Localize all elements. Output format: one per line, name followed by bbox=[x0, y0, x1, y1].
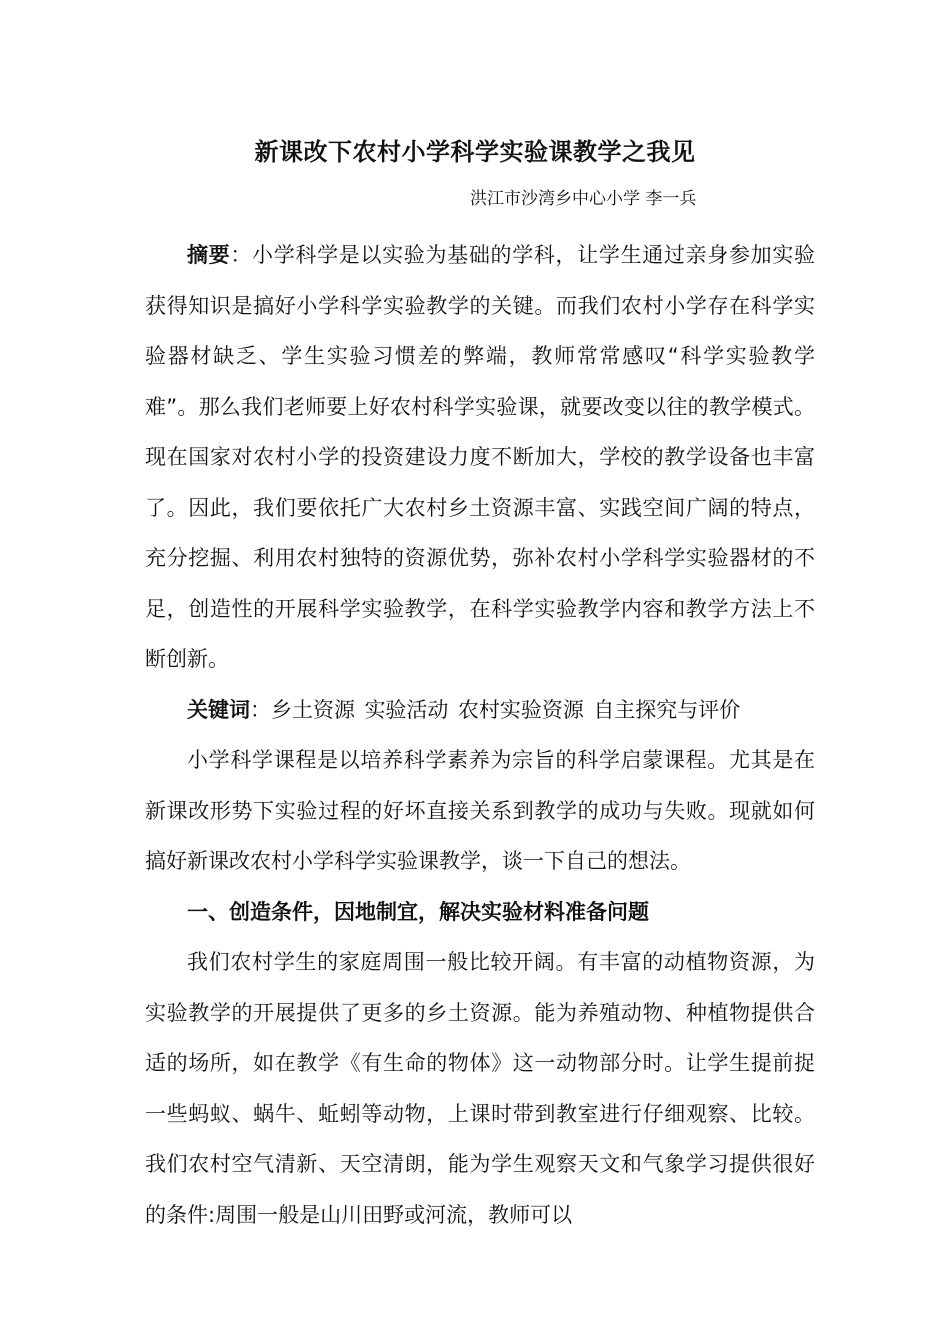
abstract-text: 小学科学是以实验为基础的学科，让学生通过亲身参加实验获得知识是搞好小学科学实验教学的关键。而我们农村小学存在科学实验器材缺乏、学生实验习惯差的弊端，教师常常感叹“科学实验教学难”。那么我们老师要上好农村科学实验课，就要改变以往的教学模式。现在国家对农村小学的投资建设力度不断加大，学校的教学设备也丰富了。因此，我们要依托广大农村乡土资源丰富、实践空间广阔的特点，充分挖掘、利用农村独特的资源优势，弥补农村小学科学实验器材的不足，创造性的开展科学实验教学，在科学实验教学内容和教学方法上不断创新。 bbox=[145, 243, 816, 671]
keyword-item: 乡土资源 bbox=[271, 697, 355, 722]
keywords-label: 关键词 bbox=[187, 697, 250, 722]
abstract-paragraph bbox=[145, 230, 815, 685]
keywords-paragraph bbox=[145, 685, 815, 736]
abstract-label: 摘要 bbox=[187, 243, 231, 267]
keyword-item: 实验活动 bbox=[364, 697, 449, 722]
document-title: 新课改下农村小学科学实验课教学之我见 bbox=[254, 138, 696, 166]
keywords-separator: ： bbox=[250, 697, 271, 722]
intro-paragraph: 小学科学课程是以培养科学素养为宗旨的科学启蒙课程。尤其是在新课改形势下实验过程的好坏直接关系到教学的成功与失败。现就如何搞好新课改农村小学科学实验课教学，谈一下自己的想法。 bbox=[145, 748, 815, 873]
keyword-item: 农村实验资源 bbox=[457, 697, 584, 722]
keyword-item: 自主探究与评价 bbox=[593, 697, 741, 722]
document-body bbox=[145, 230, 815, 1240]
author-line: 洪江市沙湾乡中心小学 李一兵 bbox=[470, 189, 697, 209]
section-paragraph: 我们农村学生的家庭周围一般比较开阔。有丰富的动植物资源，为实验教学的开展提供了更多的乡土资源。能为养殖动物、种植物提供合适的场所，如在教学《有生命的物体》这一动物部分时。让学生提前捉一些蚂蚁、蜗牛、蚯蚓等动物，上课时带到教室进行仔细观察、比较。我们农村空气清新、天空清朗，能为学生观察天文和气象学习提供很好的条件:周围一般是山川田野或河流，教师可以 bbox=[145, 950, 815, 1227]
abstract-separator: ： bbox=[230, 243, 253, 267]
section-heading: 一、创造条件，因地制宜，解决实验材料准备问题 bbox=[187, 899, 649, 924]
